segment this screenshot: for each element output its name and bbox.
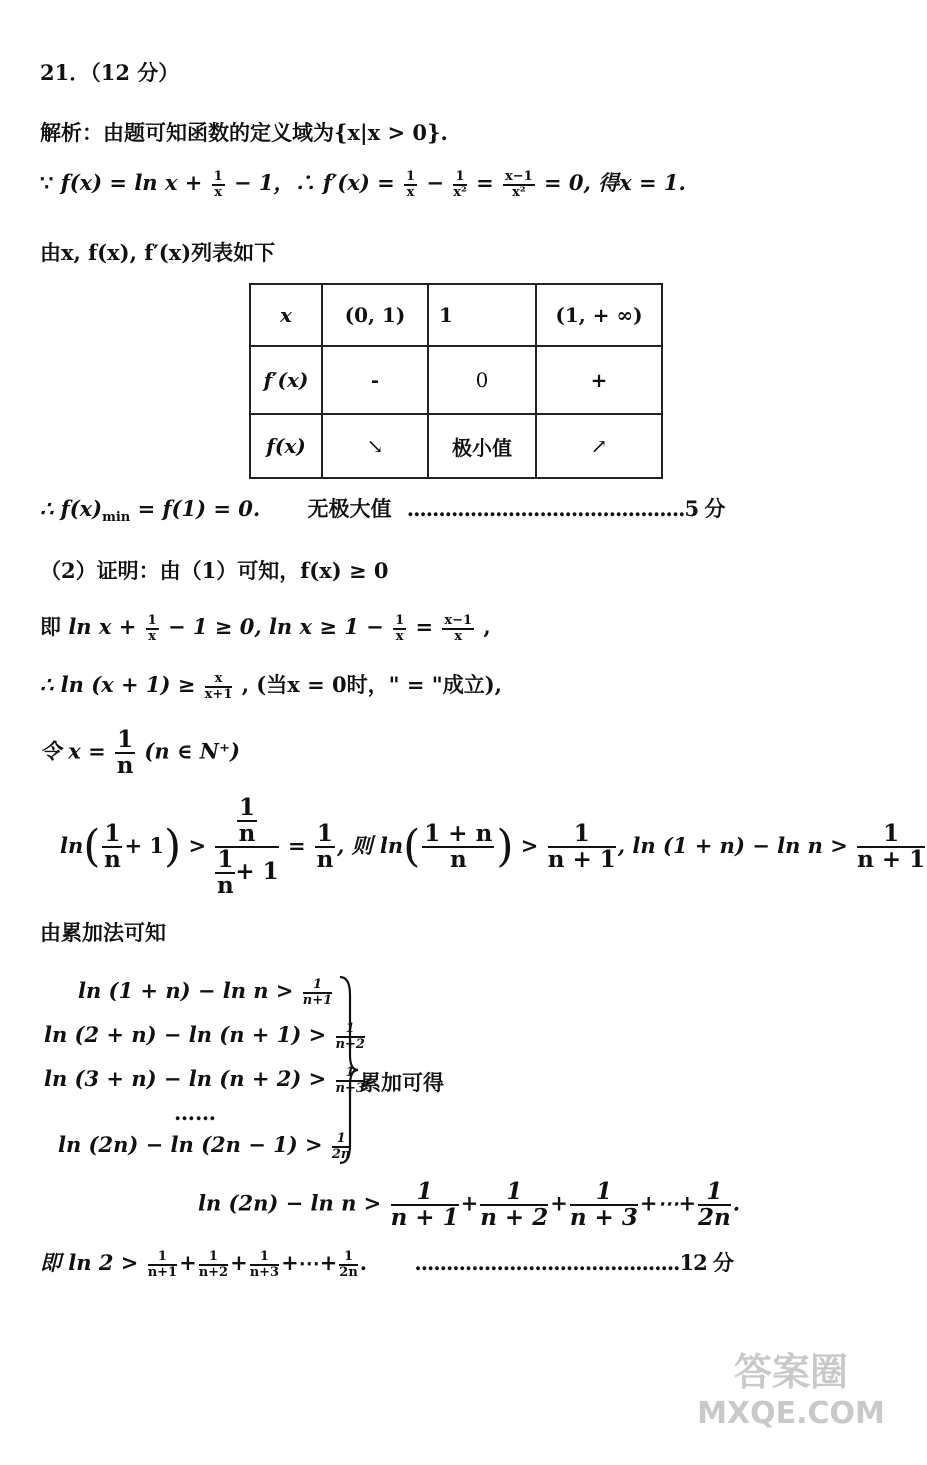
fraction: $\frac{1}{x}$ bbox=[147, 613, 157, 644]
minimum-conclusion bbox=[40, 496, 724, 526]
derivative-line bbox=[40, 170, 686, 199]
expr: 令 x = bbox=[40, 738, 106, 764]
expr: , ln (1 + n) − ln n > bbox=[617, 832, 848, 858]
sum-line: ln (2 + n) − ln (n + 1) > $\frac{1}{n+2}$ bbox=[44, 1021, 365, 1052]
proof-heading: （2）证明：由（1）可知，f(x) ≥ 0 bbox=[40, 558, 389, 583]
fraction: $\frac{1 + n}{n}$ bbox=[424, 820, 493, 874]
table-cell: f(x) bbox=[250, 414, 322, 478]
table-row bbox=[250, 346, 662, 414]
function-def: f(x) = ln x + bbox=[60, 170, 203, 196]
table-cell: - bbox=[322, 346, 428, 414]
left-paren: ( bbox=[83, 820, 101, 872]
expr: − 1 ≥ 0, ln x ≥ 1 − bbox=[167, 614, 384, 640]
fraction: $\frac{1}{n+1}$ bbox=[302, 977, 333, 1008]
final-line: 即 ln 2 > $\frac{1}{n+1}$ + $\frac{1}{n+2}$ + $\frac{1}{n+3}$ +⋯+ $\frac{1}{2n}$ . ..........................................12 分 bbox=[40, 1249, 734, 1280]
table-row bbox=[250, 284, 662, 346]
table-cell: (0, 1) bbox=[322, 284, 428, 346]
no-max-note: 无极大值 bbox=[307, 496, 392, 521]
sum-line: ln (2n) − ln (2n − 1) > $\frac{1}{2n}$ bbox=[58, 1131, 351, 1162]
total-sum-line: ln (2n) − ln n > $\frac{1}{n + 1}$ + $\frac{1}{n + 2}$ + $\frac{1}{n + 3}$ +⋯+ $\frac{1}{2n}$ . bbox=[198, 1178, 741, 1232]
problem-heading: 21．（12 分） bbox=[40, 60, 180, 85]
table-cell: + bbox=[536, 346, 662, 414]
plus-one: + 1 bbox=[124, 832, 164, 858]
increasing-arrow-icon: ↗ bbox=[536, 414, 662, 478]
min-result: = f(1) = 0. bbox=[137, 496, 261, 521]
sum-intro: 由累加法可知 bbox=[40, 920, 166, 945]
nested-fraction: $\frac{1}{n}$ $\frac{1}{n}$ + 1 bbox=[217, 794, 279, 900]
fraction: $\frac{1}{n+3}$ bbox=[249, 1249, 280, 1280]
right-paren: ) bbox=[163, 820, 182, 872]
table-intro: 由x, f(x), f′(x)列表如下 bbox=[40, 240, 276, 265]
table-row bbox=[250, 414, 662, 478]
fraction: $\frac{1}{n}$ bbox=[316, 820, 334, 874]
fraction: $\frac{1}{x}$ bbox=[406, 169, 416, 200]
substitution-line bbox=[40, 728, 240, 778]
table-cell: (1, + ∞) bbox=[536, 284, 662, 346]
fraction: $\frac{1}{n+2}$ bbox=[335, 1021, 365, 1052]
fraction: $\frac{1}{x}$ bbox=[213, 169, 223, 200]
sum-line: ln (3 + n) − ln (n + 2) > $\frac{1}{n+3}$ bbox=[44, 1065, 365, 1096]
ln: ln bbox=[60, 832, 84, 858]
score-mark: ............................................5 分 bbox=[406, 496, 725, 521]
fraction: $\frac{1}{n}$ bbox=[104, 820, 121, 874]
inequality-line bbox=[40, 614, 491, 643]
watermark-logo bbox=[696, 1341, 886, 1451]
equals-sign: = bbox=[476, 170, 494, 196]
fraction: $\frac{1}{2n}$ bbox=[339, 1249, 358, 1280]
fraction: $\frac{1}{n+2}$ bbox=[198, 1249, 229, 1280]
fraction: $\frac{x}{x+1}$ bbox=[204, 671, 233, 702]
watermark-url: MXQE.COM bbox=[697, 1396, 885, 1431]
equals-sign: = bbox=[288, 832, 306, 858]
table-cell: 0 bbox=[428, 346, 536, 414]
fraction: $\frac{1}{n+3}$ bbox=[335, 1065, 365, 1096]
fraction: $\frac{1}{n + 1}$ bbox=[547, 820, 616, 874]
domain-statement: 解析：由题可知函数的定义域为{x|x > 0}. bbox=[40, 120, 448, 145]
key-inequality-line bbox=[60, 796, 927, 899]
expr: ∴ ln (x + 1) ≥ bbox=[40, 672, 196, 698]
right-paren: ) bbox=[496, 820, 514, 872]
table-cell: f′(x) bbox=[250, 346, 322, 414]
then-ln: , 则 ln bbox=[336, 832, 404, 858]
gt-sign: > bbox=[188, 832, 207, 858]
prefix: 即 bbox=[40, 614, 61, 640]
fraction: $\frac{1}{n + 2}$ bbox=[480, 1178, 549, 1232]
fraction: $\frac{x-1}{x}$ bbox=[444, 613, 473, 644]
expr: ln x + bbox=[68, 614, 137, 640]
ellipsis: …… bbox=[174, 1100, 216, 1125]
fraction: $\frac{1}{2n}$ bbox=[331, 1131, 351, 1162]
sum-line: ln (1 + n) − ln n > $\frac{1}{n+1}$ bbox=[78, 977, 333, 1008]
log-inequality-line bbox=[40, 672, 502, 701]
minus-sign: − bbox=[426, 170, 444, 196]
derivative-def: − 1，∴ f′(x) = bbox=[234, 170, 395, 196]
fraction: $\frac{1}{n + 1}$ bbox=[390, 1178, 459, 1232]
right-brace-icon bbox=[338, 975, 360, 1165]
fraction: $\frac{1}{n}$ bbox=[217, 846, 234, 900]
table-cell: 极小值 bbox=[428, 414, 536, 478]
comma: , bbox=[483, 614, 491, 640]
gt-sign: > bbox=[520, 832, 539, 858]
decreasing-arrow-icon: ↘ bbox=[322, 414, 428, 478]
sum-label: 累加可得 bbox=[360, 1070, 444, 1095]
expr: (n ∈ N⁺) bbox=[144, 738, 240, 764]
because-symbol: ∵ bbox=[40, 170, 54, 196]
fraction: $\frac{1}{n + 1}$ bbox=[857, 820, 926, 874]
left-paren: ( bbox=[403, 820, 421, 872]
fraction: $\frac{1}{n+1}$ bbox=[147, 1249, 178, 1280]
fraction: $\frac{1}{n}$ bbox=[116, 726, 134, 780]
table-cell: x bbox=[250, 284, 322, 346]
fraction: $\frac{1}{\text{x²}}$ bbox=[453, 169, 467, 200]
fraction: $\frac{1}{n}$ bbox=[238, 794, 256, 848]
fraction: $\frac{1}{x}$ bbox=[395, 613, 405, 644]
equality-note: , (当x = 0时，" = "成立), bbox=[241, 672, 502, 698]
fraction: $\frac{1}{2n}$ bbox=[698, 1178, 731, 1232]
sign-table bbox=[249, 283, 663, 479]
min-value: ∴ f(x) bbox=[40, 496, 103, 521]
fraction: $\frac{x-1}{\text{x²}}$ bbox=[504, 169, 533, 200]
watermark-text: 答案圈 bbox=[733, 1350, 848, 1394]
min-subscript: min bbox=[102, 510, 131, 526]
equals-sign: = bbox=[415, 614, 434, 640]
fraction: $\frac{1}{n + 3}$ bbox=[569, 1178, 638, 1232]
score-mark: ..........................................12 分 bbox=[414, 1250, 734, 1276]
table-cell: 1 bbox=[428, 284, 536, 346]
derivative-root: = 0, 得x = 1. bbox=[544, 170, 686, 196]
